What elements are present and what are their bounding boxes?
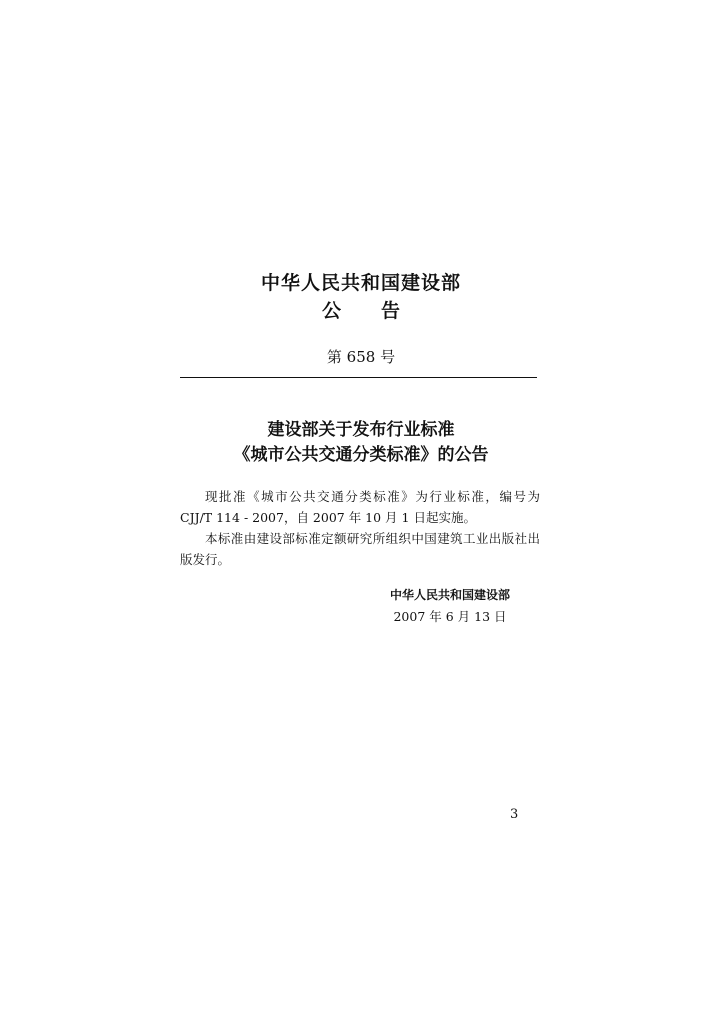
signature-block	[360, 585, 540, 627]
body-paragraph-1: 现批准《城市公共交通分类标准》为行业标准，编号为 CJJ/T 114 - 2007，自 2007 年 10 月 1 日起实施。	[180, 489, 540, 525]
signature-organization: 中华人民共和国建设部	[389, 588, 510, 602]
body-paragraph-2: 本标准由建设部标准定额研究所组织中国建筑工业出版社出版发行。	[180, 531, 540, 567]
announcement-heading: 公告	[321, 300, 440, 322]
subject-line-1: 建设部关于发布行业标准	[267, 420, 455, 440]
signature-date: 2007 年 6 月 13 日	[393, 609, 507, 624]
announcement-body	[180, 486, 540, 570]
announcement-number: 第 658 号	[326, 348, 396, 366]
ministry-heading: 中华人民共和国建设部	[260, 272, 461, 294]
page-number: 3	[510, 807, 519, 822]
announcement-subject	[180, 418, 542, 468]
header-divider	[180, 377, 537, 378]
subject-line-2: 《城市公共交通分类标准》的公告	[233, 445, 489, 465]
